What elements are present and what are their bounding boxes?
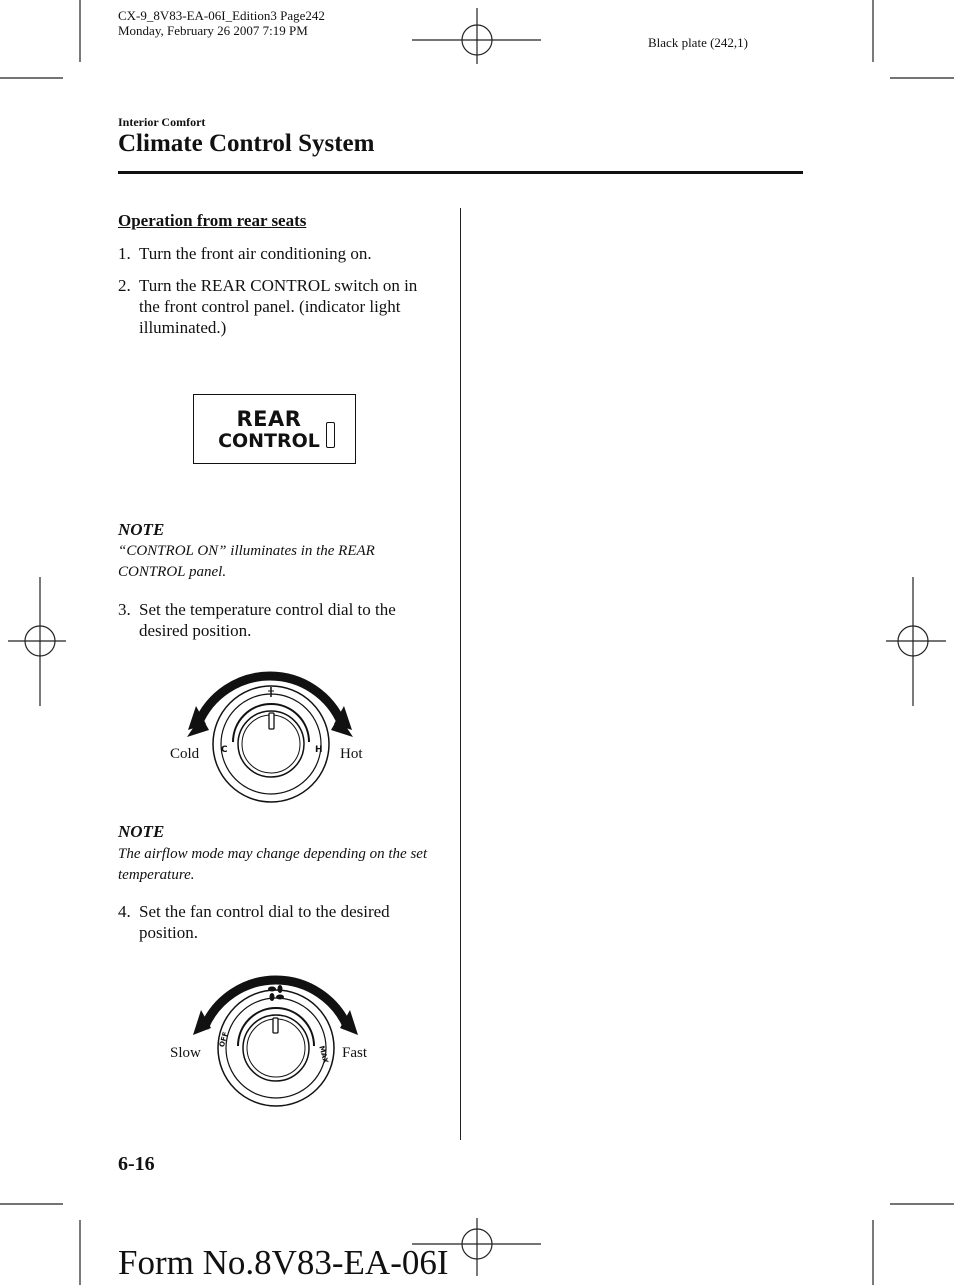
temp-dial-cold-label: Cold — [170, 746, 200, 762]
plate-label: Black plate (242,1) — [648, 35, 748, 50]
note-heading: NOTE — [118, 520, 165, 539]
page-title: Climate Control System — [118, 130, 375, 157]
note-text: The airflow mode may change depending on the set temperature. — [118, 846, 428, 883]
fan-dial-off-mark: OFF — [218, 1031, 230, 1049]
form-number: Form No.8V83-EA-06I — [118, 1243, 449, 1282]
fan-dial-max-mark: MAX — [317, 1045, 330, 1065]
step-text: Turn the REAR CONTROL switch on in the front control panel. (indicator light illuminated.) — [139, 276, 418, 337]
switch-label-line2: CONTROL — [218, 430, 320, 452]
step-text: Turn the front air conditioning on. — [139, 244, 372, 263]
temp-dial-hot-label: Hot — [340, 746, 363, 762]
step-number: 3. — [118, 600, 131, 619]
section-label: Interior Comfort — [118, 115, 206, 129]
switch-label-line1: REAR — [236, 407, 302, 431]
temp-dial-cold-mark: C — [221, 745, 228, 755]
fan-dial-fast-label: Fast — [342, 1045, 368, 1061]
step-text: Set the fan control dial to the desired position. — [139, 902, 390, 942]
fan-dial-slow-label: Slow — [170, 1045, 201, 1061]
job-line-2: Monday, February 26 2007 7:19 PM — [118, 23, 308, 38]
step-text: Set the temperature control dial to the desired position. — [139, 600, 396, 640]
job-line-1: CX-9_8V83-EA-06I_Edition3 Page242 — [118, 8, 325, 23]
subheading: Operation from rear seats — [118, 211, 307, 230]
page-number: 6-16 — [118, 1153, 155, 1175]
step-number: 2. — [118, 276, 131, 295]
note-text: “CONTROL ON” illuminates in the REAR CONTROL panel. — [118, 543, 375, 580]
temp-dial-hot-mark: H — [315, 745, 323, 755]
note-heading: NOTE — [118, 822, 165, 841]
step-number: 1. — [118, 244, 131, 263]
step-number: 4. — [118, 902, 131, 921]
